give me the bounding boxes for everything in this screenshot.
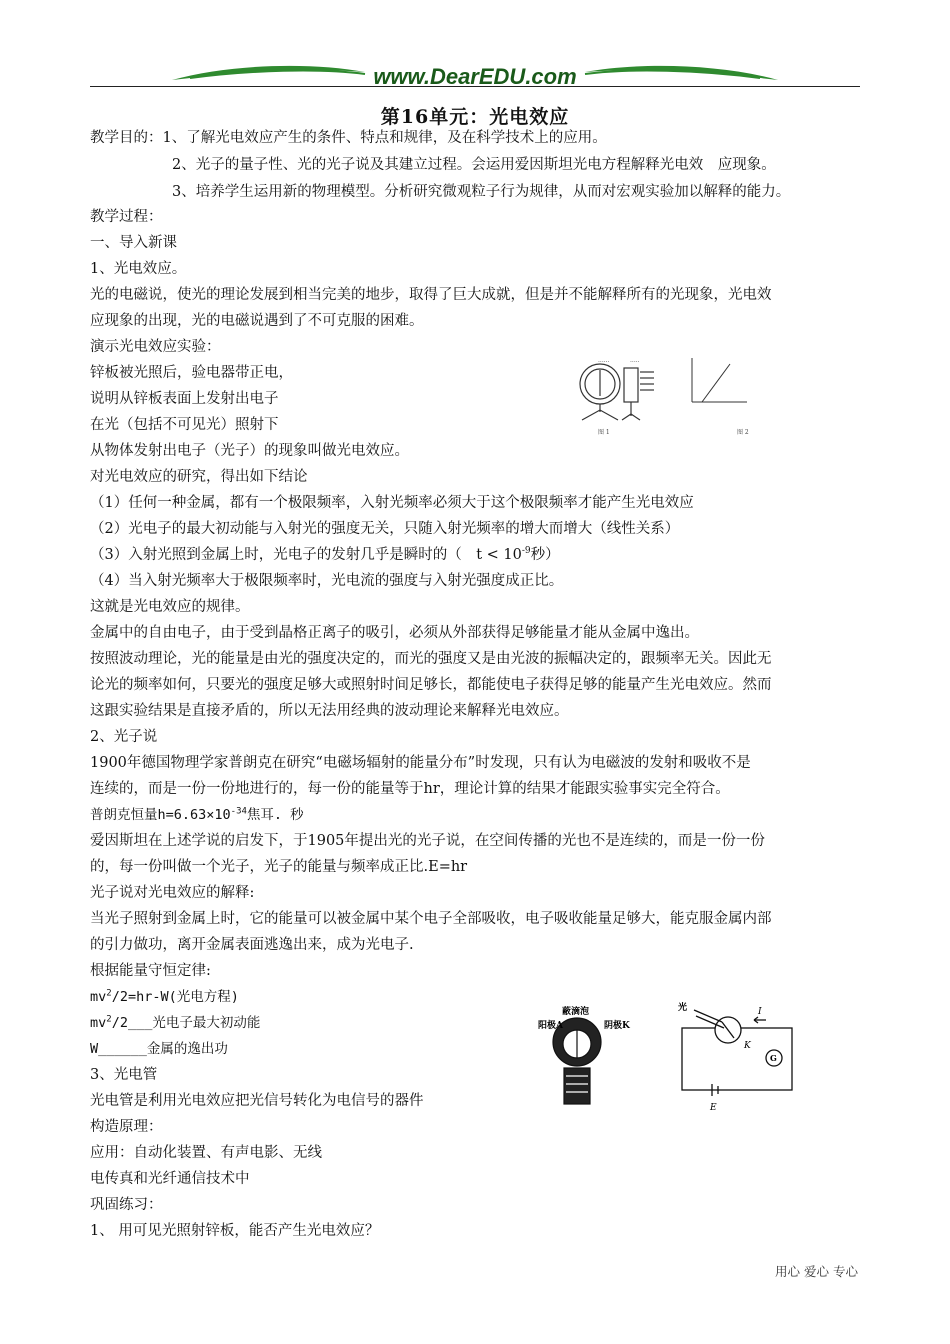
process-label: 教学过程：	[90, 209, 163, 225]
energy-law-label: 根据能量守恒定律:	[90, 963, 211, 979]
conclusion-3: （3）入射光照到金属上时，光电子的发射几乎是瞬时的（ $t < 10^{-9}$秒）	[90, 546, 560, 563]
demo-line-1: 锌板被光照后，验电器带正电，	[90, 365, 293, 381]
section2-heading: 2、光子说	[90, 729, 158, 745]
electroscope-figure	[572, 350, 782, 440]
conclusion-4: （4）当入射光频率大于极限频率时，光电流的强度与入射光强度成正比。	[90, 573, 564, 589]
explain-line-2: 的引力做功，离开金属表面逃逸出来，成为光电子.	[90, 937, 414, 953]
wave-line-3: 这跟实验结果是直接矛盾的，所以无法用经典的波动理论来解释光电效应。	[90, 703, 569, 719]
fig2-caption: 图 2	[737, 429, 749, 436]
einstein-line-2: 的，每一份叫做一个光子，光子的能量与频率成正比.E=hr	[90, 859, 468, 875]
site-logo: www.DearEDU.com	[373, 64, 577, 89]
practice-label: 巩固练习：	[90, 1197, 163, 1213]
header-rule	[90, 86, 860, 87]
section3-desc: 光电管是利用光电效应把光信号转化为电信号的器件	[90, 1093, 424, 1109]
demo-line-3: 在光（包括不可见光）照射下	[90, 417, 279, 433]
equation-3: W______金属的逸出功	[90, 1041, 228, 1057]
wave-line-2: 论光的频率如何，只要光的强度足够大或照射时间足够长，都能使电子获得足够的能量产生光电效应。然而	[90, 677, 772, 693]
objectives-line-3: 3、培养学生运用新的物理模型。分析研究微观粒子行为规律，从而对宏观实验加以解释的能力。	[172, 184, 791, 200]
practice-q1: 1、 用可见光照射锌板，能否产生光电效应？	[90, 1223, 380, 1239]
equation-1: $mv^2/2=hr-W$(光电方程)	[90, 988, 239, 1005]
fig1-caption: 图 1	[598, 429, 610, 436]
section1-heading: 一、导入新课	[90, 235, 177, 251]
label-e: E	[710, 1103, 717, 1113]
objectives-line-1: 教学目的：1、了解光电效应产生的条件、特点和规律，及在科学技术上的应用。	[90, 130, 607, 146]
free-electron-line: 金属中的自由电子，由于受到晶格正离子的吸引，必须从外部获得足够能量才能从金属中逸出。	[90, 625, 699, 641]
svg-text:.....: .....	[630, 357, 640, 364]
electroscope	[580, 364, 654, 420]
frequency-graph	[692, 358, 747, 402]
section3-app-2: 电传真和光纤通信技术中	[90, 1171, 250, 1187]
conclusion-1: （1）任何一种金属，都有一个极限频率，入射光频率必须大于这个极限频率才能产生光电效应	[90, 495, 694, 511]
section1-sub1: 1、光电效应。	[90, 261, 187, 277]
research-label: 对光电效应的研究，得出如下结论	[90, 469, 308, 485]
label-current: I	[758, 1007, 762, 1017]
objectives-label: 教学目的：	[90, 130, 163, 146]
planck-line-2: 连续的，而是一份一份地进行的，每一份的能量等于hr，理论计算的结果才能跟实验事实完全符合。	[90, 781, 730, 797]
planck-line-1: 1900年德国物理学家普朗克在研究“电磁场辐射的能量分布”时发现，只有认为电磁波的发射和吸收不是	[90, 755, 751, 771]
header-banner	[170, 58, 780, 94]
intro-line-2: 应现象的出现，光的电磁说遇到了不可克服的困难。	[90, 313, 424, 329]
law-line: 这就是光电效应的规律。	[90, 599, 250, 615]
left-swoosh	[172, 66, 365, 80]
demo-line-2: 说明从锌板表面上发射出电子	[90, 391, 279, 407]
einstein-line-1: 爱因斯坦在上述学说的启发下，于1905年提出光的光子说，在空间传播的光也不是连续的，而是一份一份	[90, 833, 765, 849]
section3-structure: 构造原理：	[90, 1119, 163, 1135]
wave-line-1: 按照波动理论，光的能量是由光的强度决定的，而光的强度又是由光波的振幅决定的，跟频率无关。因此无	[90, 651, 772, 667]
intro-line-1: 光的电磁说，使光的理论发展到相当完美的地步，取得了巨大成就，但是并不能解释所有的光现象，光电效	[90, 287, 772, 303]
label-g: G	[770, 1053, 777, 1063]
label-vacuum: 蔽滴泡	[562, 1007, 590, 1017]
label-anode: 阳极A	[538, 1021, 563, 1031]
footer-slogan: 用心 爱心 专心	[775, 1264, 858, 1279]
right-swoosh	[585, 66, 778, 80]
label-cathode: 阴极K	[604, 1021, 630, 1031]
svg-text:......: ......	[598, 357, 610, 364]
demo-line-4: 从物体发射出电子（光子）的现象叫做光电效应。	[90, 443, 409, 459]
explain-label: 光子说对光电效应的解释:	[90, 885, 255, 901]
explain-line-1: 当光子照射到金属上时，它的能量可以被金属中某个电子全部吸收，电子吸收能量足够大，能克服金属内部	[90, 911, 772, 927]
label-light: 光	[678, 1003, 688, 1013]
page-title: 第16单元：光电效应	[380, 106, 570, 128]
conclusion-2: （2）光电子的最大初动能与入射光的强度无关，只随入射光频率的增大而增大（线性关系）	[90, 521, 680, 537]
planck-constant: 普朗克恒量$h=6.63\times 10^{-34}$焦耳. 秒	[90, 806, 304, 823]
section3-heading: 3、光电管	[90, 1067, 158, 1083]
equation-2: $mv^2/2\_\_\_$光电子最大初动能	[90, 1014, 261, 1031]
demo-label: 演示光电效应实验：	[90, 339, 221, 355]
photocell-figure	[532, 1000, 802, 1115]
section3-app-1: 应用：自动化装置、有声电影、无线	[90, 1145, 322, 1161]
objectives-line-2: 2、光子的量子性、光的光子说及其建立过程。会运用爱因斯坦光电方程解释光电效 应现象。	[172, 157, 776, 173]
label-k: K	[744, 1041, 751, 1051]
